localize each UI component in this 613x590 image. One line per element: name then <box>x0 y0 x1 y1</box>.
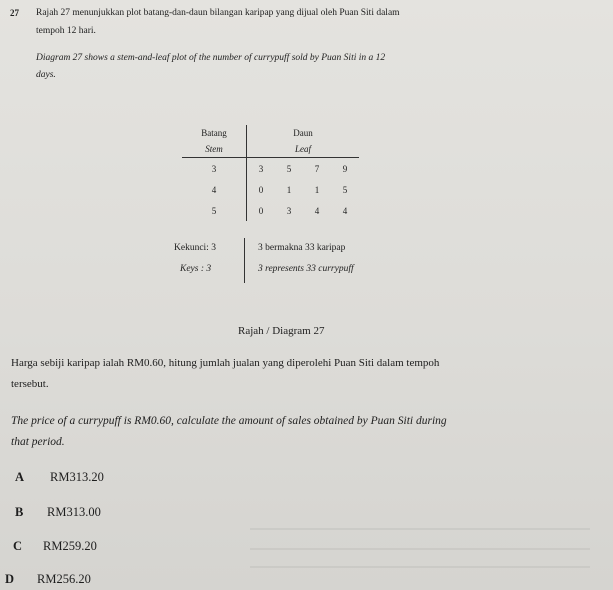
leaf-value: 3 <box>286 205 292 216</box>
diagram-caption: Rajah / Diagram 27 <box>238 325 325 337</box>
plot-row <box>182 158 359 180</box>
stem-value: 5 <box>182 200 247 221</box>
option-a-value[interactable]: RM313.20 <box>50 470 104 484</box>
bleed-through-line <box>250 528 590 530</box>
option-c-value[interactable]: RM259.20 <box>43 539 97 553</box>
leaf-value: 0 <box>258 205 264 216</box>
stem-header-english: Stem <box>182 141 247 158</box>
option-b-letter[interactable]: B <box>15 505 24 519</box>
prompt-english-line1: The price of a currypuff is RM0.60, calculate the amount of sales obtained by Puan Siti during <box>11 415 447 427</box>
prompt-malay-line1: Harga sebiji karipap ialah RM0.60, hitung jumlah jualan yang diperolehi Puan Siti dalam tempoh <box>11 357 440 369</box>
leaf-header-malay: Daun <box>293 128 313 138</box>
leaf-value: 1 <box>314 184 320 195</box>
question-malay-line2: tempoh 12 hari. <box>36 26 96 36</box>
leaf-value: 5 <box>286 163 292 174</box>
leaf-value: 4 <box>314 205 320 216</box>
stem-and-leaf-plot <box>182 125 359 221</box>
stem-header-malay: Batang <box>182 125 247 141</box>
option-a-letter[interactable]: A <box>15 470 25 484</box>
leaf-value: 7 <box>314 163 320 174</box>
key-label-malay: Kekunci: 3 <box>174 243 216 253</box>
question-english-line1: Diagram 27 shows a stem-and-leaf plot of the number of currypuff sold by Puan Siti in a 12 <box>36 53 386 63</box>
stem-value: 3 <box>182 158 247 180</box>
option-d-value[interactable]: RM256.20 <box>37 572 91 586</box>
bleed-through-line <box>250 566 590 568</box>
leaf-value: 5 <box>342 184 348 195</box>
plot-row <box>182 179 359 200</box>
stem-value: 4 <box>182 179 247 200</box>
leaf-value: 9 <box>342 163 348 174</box>
bleed-through-line <box>250 548 590 550</box>
question-malay-line1: Rajah 27 menunjukkan plot batang-dan-daun bilangan karipap yang dijual oleh Puan Siti dalam <box>36 8 400 18</box>
leaf-header-english: Leaf <box>247 141 360 158</box>
key-text-english: 3 represents 33 currypuff <box>258 264 354 274</box>
leaf-value: 1 <box>286 184 292 195</box>
option-b-value[interactable]: RM313.00 <box>47 505 101 519</box>
key-text-malay: 3 bermakna 33 karipap <box>258 243 346 253</box>
plot-row <box>182 200 359 221</box>
key-label-english: Keys : 3 <box>180 264 212 274</box>
leaf-value: 4 <box>342 205 348 216</box>
leaf-value: 0 <box>258 184 264 195</box>
key-divider <box>244 238 245 283</box>
option-c-letter[interactable]: C <box>13 539 23 553</box>
question-english-line2: days. <box>36 70 56 80</box>
prompt-malay-line2: tersebut. <box>11 378 49 390</box>
prompt-english-line2: that period. <box>11 436 65 448</box>
question-number: 27 <box>10 8 19 18</box>
leaf-value: 3 <box>258 163 264 174</box>
option-d-letter[interactable]: D <box>5 572 15 586</box>
